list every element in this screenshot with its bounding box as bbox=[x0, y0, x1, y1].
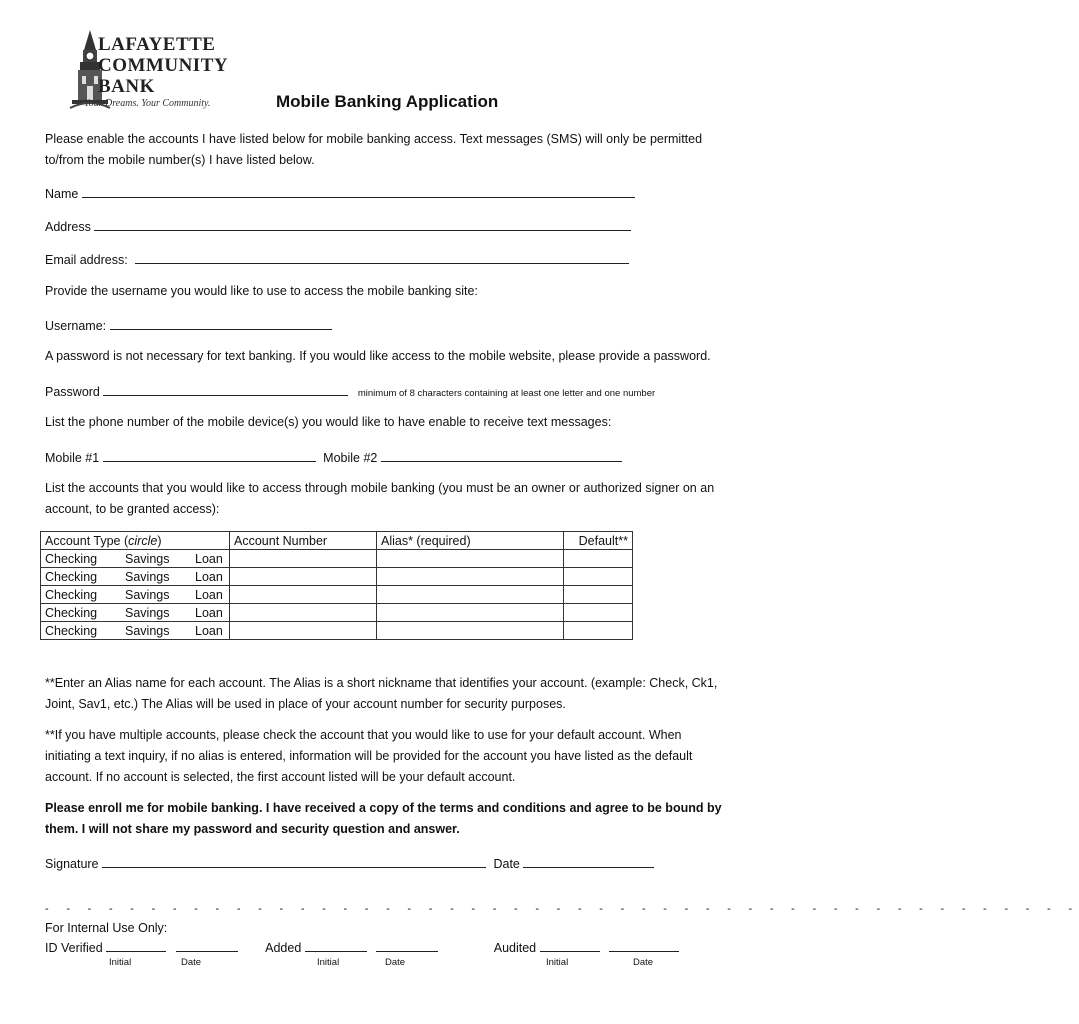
header-account-type: Account Type (circle) bbox=[41, 532, 230, 550]
alias-cell[interactable] bbox=[377, 622, 564, 640]
default-note: **If you have multiple accounts, please check the account that you would like to use for your default account. When initiating a text inquiry, if no alias is entered, information will be provided for the account you have listed as the default account. If no account is selected, the first account listed will be your default account. bbox=[45, 728, 693, 784]
alias-cell[interactable] bbox=[377, 568, 564, 586]
internal-row bbox=[45, 938, 679, 955]
address-field[interactable] bbox=[94, 217, 631, 231]
option-checking[interactable]: Checking bbox=[45, 623, 98, 638]
table-row bbox=[41, 568, 633, 586]
option-loan[interactable]: Loan bbox=[195, 569, 223, 584]
added-initial-caption: Initial bbox=[317, 957, 340, 968]
account-number-cell[interactable] bbox=[230, 568, 377, 586]
date-label: Date bbox=[493, 857, 520, 871]
intro-text: Please enable the accounts I have listed below for mobile banking access. Text messages (SMS) will only be permitted to/from the mobile number(s) I have listed below. bbox=[45, 132, 703, 167]
name-row bbox=[45, 184, 635, 201]
name-field[interactable] bbox=[82, 184, 635, 198]
logo-line-3: BANK bbox=[98, 76, 155, 97]
address-label: Address bbox=[45, 220, 91, 234]
option-loan[interactable]: Loan bbox=[195, 623, 223, 638]
username-row bbox=[45, 316, 332, 333]
added-date-caption: Date bbox=[385, 957, 406, 968]
mobile2-field[interactable] bbox=[381, 448, 622, 462]
page-title: Mobile Banking Application bbox=[276, 92, 499, 111]
header-alias: Alias* (required) bbox=[377, 532, 564, 550]
option-savings[interactable]: Savings bbox=[125, 605, 170, 620]
id-verified-initial-field[interactable] bbox=[106, 938, 166, 952]
logo-line-2: COMMUNITY bbox=[98, 55, 229, 76]
name-label: Name bbox=[45, 187, 79, 201]
option-checking[interactable]: Checking bbox=[45, 605, 98, 620]
header-default: Default** bbox=[564, 532, 633, 550]
internal-heading: For Internal Use Only: bbox=[45, 921, 168, 935]
signature-field[interactable] bbox=[102, 854, 486, 868]
account-number-cell[interactable] bbox=[230, 550, 377, 568]
signature-label: Signature bbox=[45, 857, 99, 871]
address-row bbox=[45, 217, 631, 234]
alias-cell[interactable] bbox=[377, 604, 564, 622]
id-verified-initial-caption: Initial bbox=[109, 957, 132, 968]
audited-initial-caption: Initial bbox=[546, 957, 569, 968]
mobile1-label: Mobile #1 bbox=[45, 451, 100, 465]
table-row bbox=[41, 604, 633, 622]
separator-dashes: - - - - - - - - - - - - - - - - - - - - - - - - - - - - - - - - - - - - - - - - - - - - - - - - - bbox=[45, 903, 1079, 915]
option-loan[interactable]: Loan bbox=[195, 551, 223, 566]
date-field[interactable] bbox=[523, 854, 654, 868]
email-field[interactable] bbox=[135, 250, 629, 264]
email-label: Email address: bbox=[45, 253, 128, 267]
account-number-cell[interactable] bbox=[230, 622, 377, 640]
default-cell[interactable] bbox=[564, 586, 633, 604]
option-savings[interactable]: Savings bbox=[125, 587, 170, 602]
option-savings[interactable]: Savings bbox=[125, 551, 170, 566]
audited-label: Audited bbox=[493, 941, 537, 955]
added-label: Added bbox=[265, 941, 302, 955]
option-savings[interactable]: Savings bbox=[125, 569, 170, 584]
added-date-field[interactable] bbox=[376, 938, 438, 952]
option-savings[interactable]: Savings bbox=[125, 623, 170, 638]
username-field[interactable] bbox=[110, 316, 332, 330]
audited-initial-field[interactable] bbox=[540, 938, 600, 952]
header-account-number: Account Number bbox=[230, 532, 377, 550]
accounts-table bbox=[40, 531, 633, 640]
option-checking[interactable]: Checking bbox=[45, 587, 98, 602]
username-prompt: Provide the username you would like to use to access the mobile banking site: bbox=[45, 284, 478, 298]
id-verified-label: ID Verified bbox=[45, 941, 103, 955]
table-row bbox=[41, 586, 633, 604]
id-verified-date-field[interactable] bbox=[176, 938, 238, 952]
logo-tagline: Your Dreams. Your Community. bbox=[84, 98, 211, 109]
account-number-cell[interactable] bbox=[230, 604, 377, 622]
email-row bbox=[45, 250, 629, 267]
added-initial-field[interactable] bbox=[305, 938, 367, 952]
table-row bbox=[41, 550, 633, 568]
logo-line-1: LAFAYETTE bbox=[98, 34, 216, 55]
option-loan[interactable]: Loan bbox=[195, 605, 223, 620]
id-verified-date-caption: Date bbox=[181, 957, 202, 968]
alias-note: **Enter an Alias name for each account. The Alias is a short nickname that identifies your account. (example: Check, Ck1, Joint, Sav1, etc.) The Alias will be used in place of your account number for security purposes. bbox=[45, 676, 718, 711]
account-number-cell[interactable] bbox=[230, 586, 377, 604]
table-header-row bbox=[41, 532, 633, 550]
default-cell[interactable] bbox=[564, 568, 633, 586]
enroll-statement: Please enroll me for mobile banking. I have received a copy of the terms and conditions and agree to be bound by them. I will not share my password and security question and answer. bbox=[45, 801, 722, 836]
audited-date-caption: Date bbox=[633, 957, 654, 968]
default-cell[interactable] bbox=[564, 550, 633, 568]
alias-cell[interactable] bbox=[377, 550, 564, 568]
alias-cell[interactable] bbox=[377, 586, 564, 604]
mobile-row bbox=[45, 448, 622, 465]
signature-row bbox=[45, 854, 654, 871]
password-field[interactable] bbox=[103, 382, 348, 396]
default-cell[interactable] bbox=[564, 622, 633, 640]
table-row bbox=[41, 622, 633, 640]
default-cell[interactable] bbox=[564, 604, 633, 622]
username-label: Username: bbox=[45, 319, 107, 333]
mobile2-label: Mobile #2 bbox=[323, 451, 378, 465]
audited-date-field[interactable] bbox=[609, 938, 679, 952]
mobile1-field[interactable] bbox=[103, 448, 316, 462]
password-prompt: A password is not necessary for text banking. If you would like access to the mobile website, please provide a password. bbox=[45, 349, 711, 363]
password-hint: minimum of 8 characters containing at least one letter and one number bbox=[357, 388, 656, 399]
bank-logo bbox=[62, 28, 252, 113]
option-checking[interactable]: Checking bbox=[45, 569, 98, 584]
accounts-prompt: List the accounts that you would like to access through mobile banking (you must be an owner or authorized signer on an account, to be granted access): bbox=[45, 481, 715, 516]
option-loan[interactable]: Loan bbox=[195, 587, 223, 602]
phone-prompt: List the phone number of the mobile device(s) you would like to have enable to receive text messages: bbox=[45, 415, 612, 429]
option-checking[interactable]: Checking bbox=[45, 551, 98, 566]
password-row bbox=[45, 382, 655, 399]
password-label: Password bbox=[45, 385, 100, 399]
